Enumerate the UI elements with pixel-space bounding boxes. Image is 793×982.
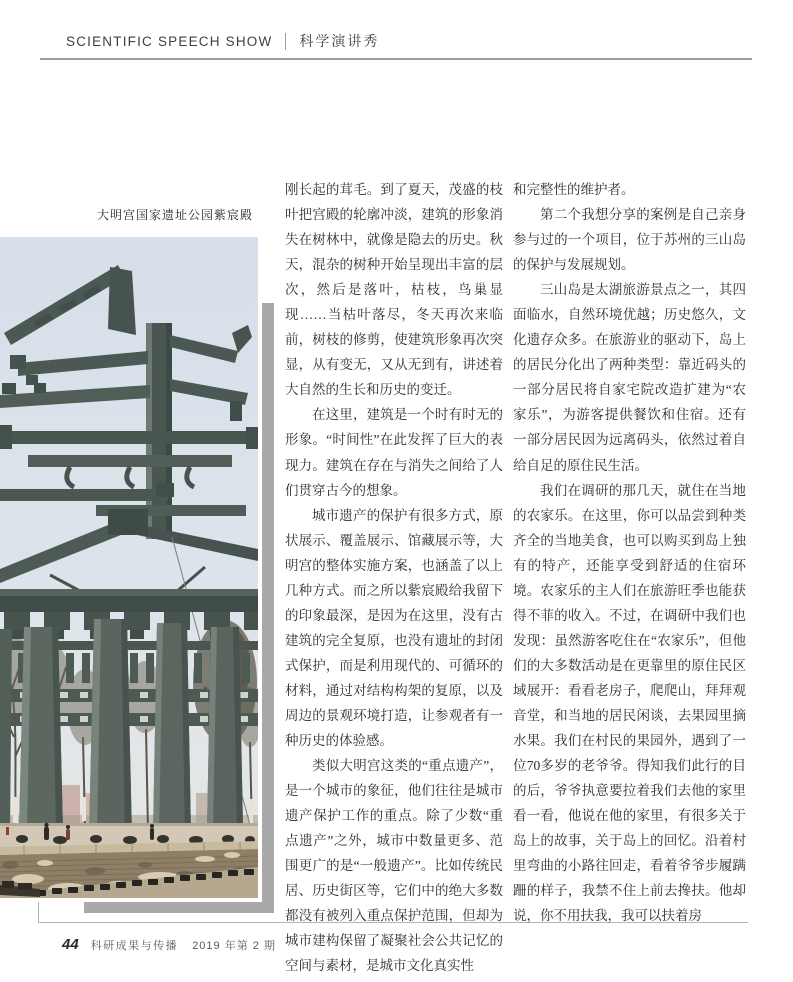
paragraph: 在这里，建筑是一个时有时无的形象。“时间性”在此发挥了巨大的表现力。建筑在存在与消失之间给了人们贯穿古今的想象。 <box>285 407 503 498</box>
page-number: 44 <box>62 936 79 953</box>
photo-platform <box>0 841 258 898</box>
issue-info: 2019 年第 2 期 <box>192 940 276 952</box>
paragraph: 刚长起的茸毛。到了夏天，茂盛的枝叶把宫殿的轮廓冲淡，建筑的形象消失在树林中，就像是隐去的历史。秋天，混杂的树种开始呈现出丰富的层次，然后是落叶，枯枝，鸟巢显现……当枯叶落尽，冬天再次来临前，树枝的修剪，使建筑形象再次突显，从有变无，又从无到有，讲述着大自然的生长和历史的变迁。 <box>285 182 503 398</box>
palace-photo <box>0 237 258 898</box>
paragraph: 我们在调研的那几天，就住在当地的农家乐。在这里，你可以品尝到种类齐全的当地美食，也可以购买到岛上独有的特产，还能享受到舒适的住宿环境。农家乐的主人们在旅游旺季也能获得不菲的收入。不过，在调研中我们也发现：虽然游客吃住在“农家乐”，但他们的大多数活动是在更靠里的原住民区域展开：看看老房子，爬爬山，拜拜观音堂，和当地的居民闲谈，去果园里摘水果。我们在村民的果园外，遇到了一位70多岁的老爷爷。得知我们此行的目的后，爷爷执意要拉着我们去他的家里看一看，他说在他的家里，有很多关于岛上的故事，关于岛上的回忆。沿着村里弯曲的小路往回走，看着爷爷步履蹒跚的样子，我禁不住上前去搀扶。他却说，你不用扶我，我可以扶着房 <box>513 482 746 924</box>
header-divider <box>285 33 286 50</box>
photo-caption: 大明宫国家遗址公园紫宸殿 <box>96 208 253 222</box>
paragraph: 三山岛是太湖旅游景点之一，其四面临水，自然环境优越；历史悠久，文化遗存众多。在旅游业的驱动下，岛上的居民分化出了两种类型：靠近码头的一部分居民将自家宅院改造扩建为“农家乐”，为游客提供餐饮和住宿。还有一部分居民因为远离码头，依然过着自给自足的原住民生活。 <box>513 282 746 473</box>
header-title-zh: 科学演讲秀 <box>299 33 380 49</box>
header-rule <box>40 58 752 60</box>
paragraph: 类似大明宫这类的“重点遗产”，是一个城市的象征，他们往往是城市遗产保护工作的重点。除了少数“重点遗产”之外，城市中数量更多、范围更广的是“一般遗产”。比如传统民居、历史街区等，它们中的绝大多数都没有被列入重点保护范围，但却为城市建构保留了凝聚社会公共记忆的空间与素材，是城市文化真实性 <box>285 758 503 974</box>
article-column-right <box>513 177 746 928</box>
journal-title: 科研成果与传播 <box>90 940 179 952</box>
palace-photo-illustration <box>0 237 258 898</box>
page-footer <box>62 936 276 953</box>
bottom-rule-corner <box>38 897 39 923</box>
paragraph: 和完整性的维护者。 <box>513 182 635 197</box>
page-header <box>66 31 379 51</box>
header-title-en: SCIENTIFIC SPEECH SHOW <box>66 33 273 49</box>
article-column-left <box>285 177 503 979</box>
paragraph: 城市遗产的保护有很多方式，原状展示、覆盖展示、馆藏展示等，大明宫的整体实施方案，也涵盖了以上几种方式。而之所以紫宸殿给我留下的印象最深，是因为在这里，没有古建筑的完全复原，也没有遗址的封闭式保护，而是利用现代的、可循环的材料，通过对结构构架的复原，以及周边的景观环境打造，让参观者有一种历史的体验感。 <box>285 507 503 749</box>
paragraph: 第二个我想分享的案例是自己亲身参与过的一个项目，位于苏州的三山岛的保护与发展规划。 <box>513 207 746 273</box>
